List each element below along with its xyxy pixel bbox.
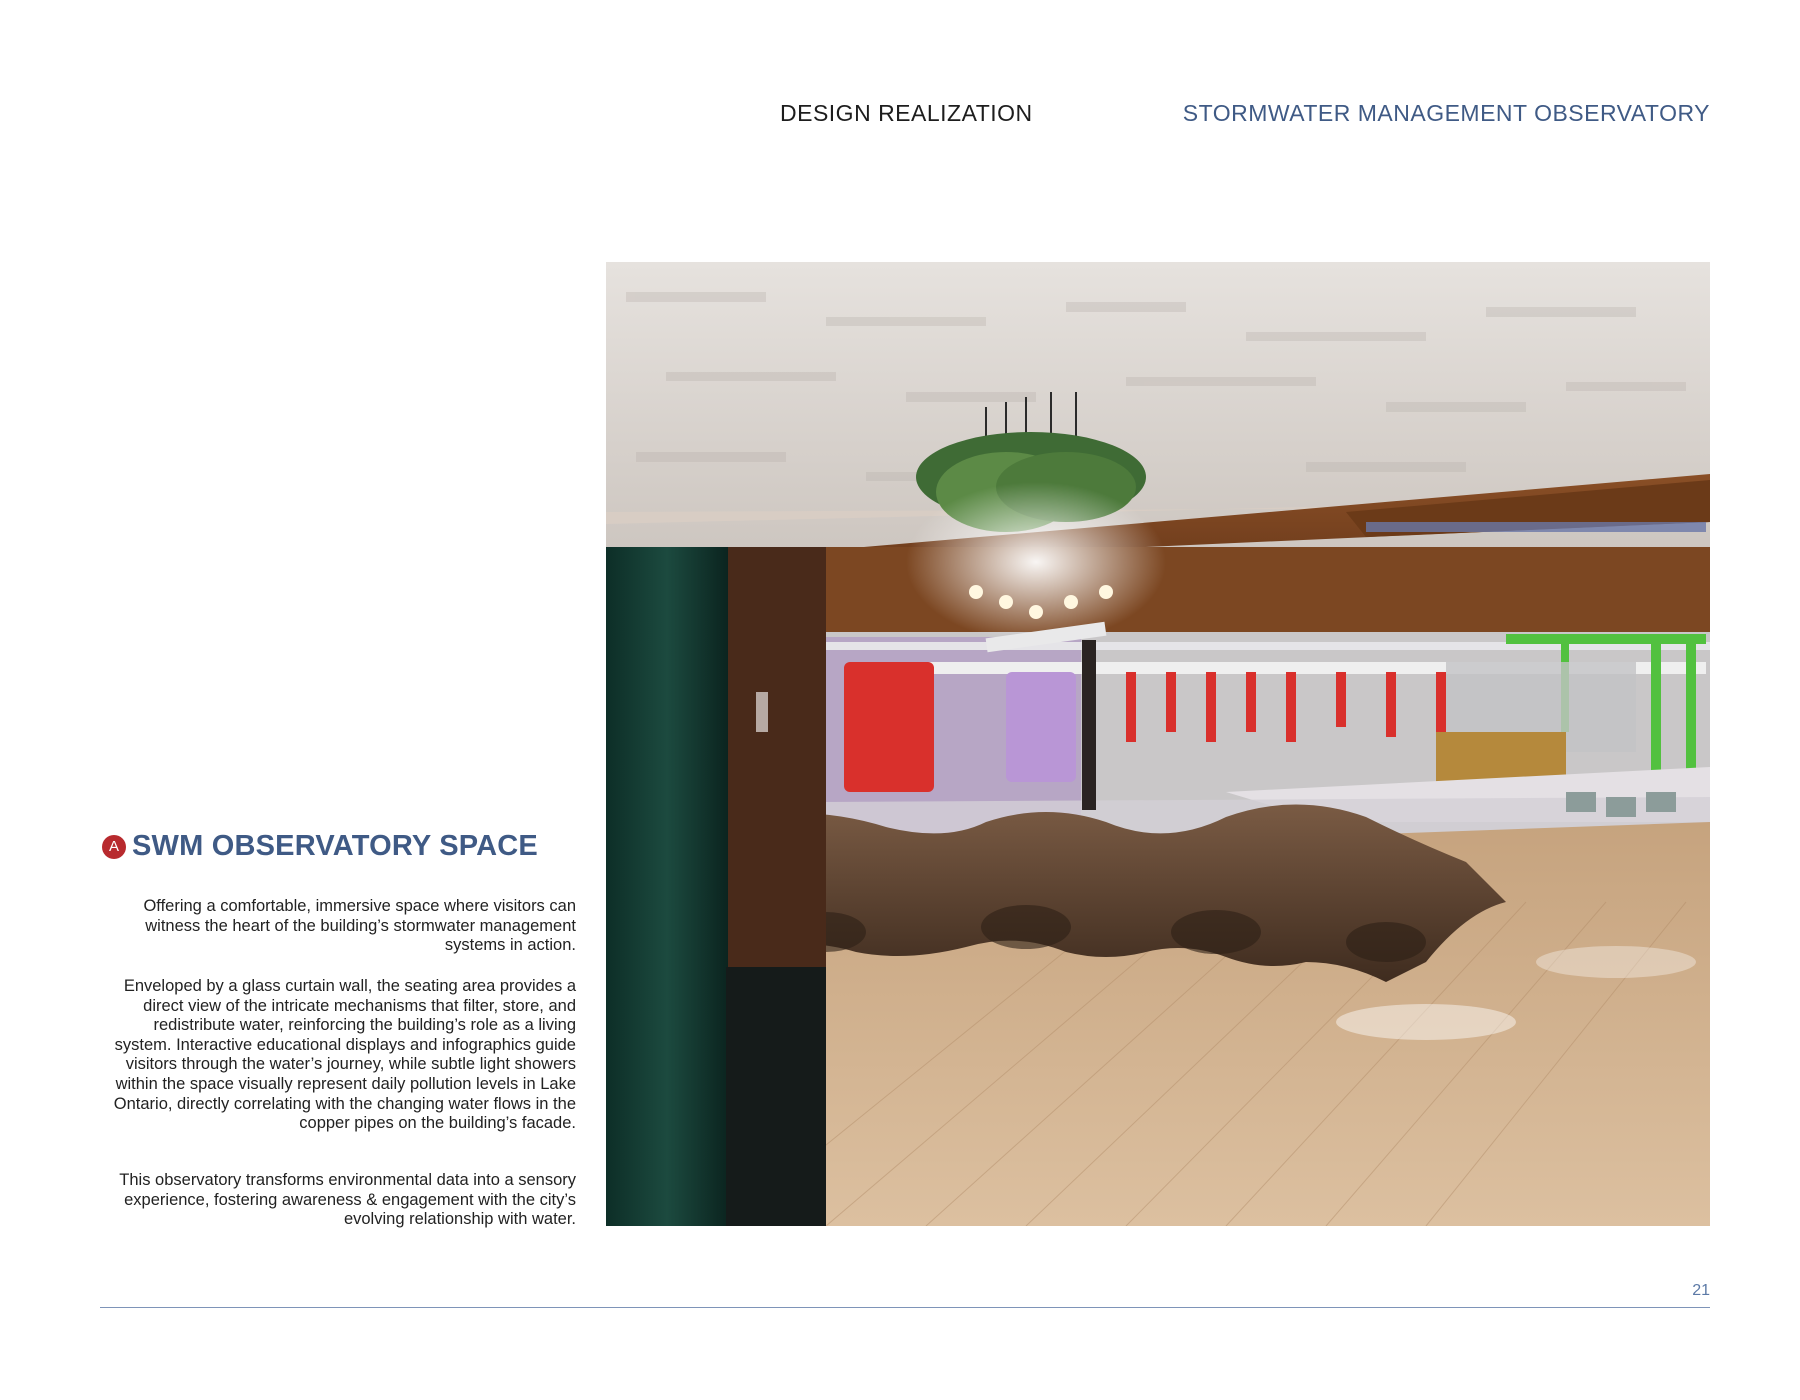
- body-paragraph: This observatory transforms environmental data into a sensory experience, fostering awareness & engagement with the city’s evolving relationship with water.: [119, 1171, 576, 1229]
- body-paragraph: Offering a comfortable, immersive space where visitors can witness the heart of the building’s stormwater management systems in action.: [143, 897, 576, 955]
- section-title: SWM OBSERVATORY SPACE: [132, 830, 538, 862]
- body-paragraph: Enveloped by a glass curtain wall, the seating area provides a direct view of the intricate mechanisms that filter, store, and redistribute water, reinforcing the building’s role as a living system. Interactive educational displays and infographics guide visitors through the water’s journey, while subtle light showers within the space visually represent daily pollution levels in Lake Ontario, directly correlating with the changing water flows in the copper pipes on the building’s facade.: [113, 977, 576, 1133]
- section-marker: A: [102, 835, 126, 859]
- project-heading: STORMWATER MANAGEMENT OBSERVATORY: [1182, 100, 1710, 126]
- page-number: 21: [1692, 1282, 1710, 1299]
- interior-rendering: [606, 262, 1710, 1226]
- section-heading: DESIGN REALIZATION: [780, 100, 1033, 126]
- footer-rule: [100, 1307, 1710, 1308]
